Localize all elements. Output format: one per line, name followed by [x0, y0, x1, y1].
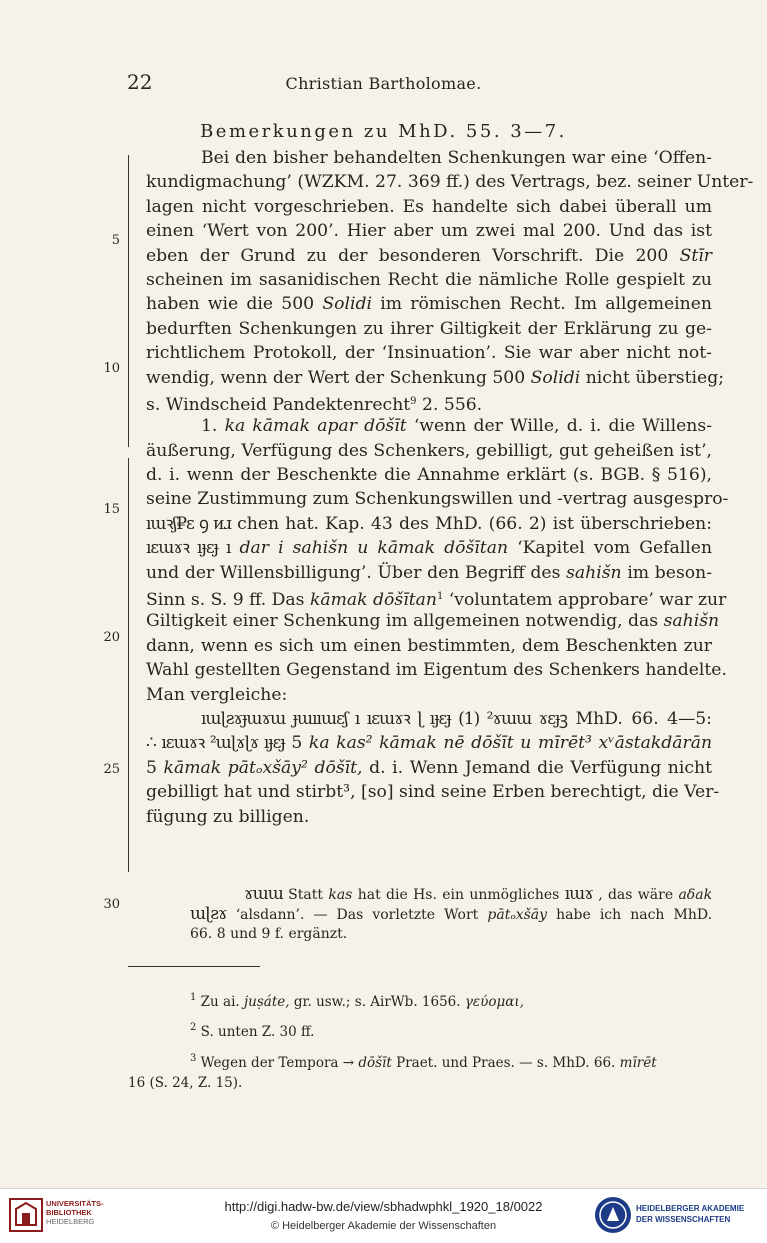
text-line: [146, 170, 754, 194]
margin-rule: [128, 155, 129, 447]
text-line: [190, 884, 712, 904]
footnote: [128, 1073, 712, 1097]
italic-term: kas: [328, 887, 353, 903]
text-run: gr.: [293, 994, 312, 1010]
footnote-ref: 1: [436, 591, 444, 603]
pahlavi-script: ıɛɯɤꝛ ıɟɛɟ ı: [146, 538, 231, 559]
pahlavi-script: ɤɯɯ: [244, 884, 283, 904]
text-run: lagen nicht vorgeschrieben. Es handelte sich dabei überall um: [146, 196, 712, 217]
text-run: 5: [291, 733, 303, 754]
footnote-number: 3: [190, 1052, 197, 1064]
text-run: im beson-: [627, 562, 713, 583]
italic-term: Solidi: [322, 294, 372, 315]
permalink-url[interactable]: http://digi.hadw-bw.de/view/sbhadwphkl_1920_18/0022: [224, 1199, 543, 1214]
text-run: haben wie die 500: [146, 294, 315, 315]
text-run: ‘wenn der Wille, d. i. die Willens-: [413, 416, 713, 437]
paragraph-1: [146, 146, 754, 415]
text-run: wendig, wenn der Wert der Schenkung 500: [146, 367, 526, 388]
text-run: Praet. und: [396, 1054, 468, 1071]
italic-term: ka kāmak apar dōšīt: [224, 416, 407, 437]
text-run: Praes. — s. MhD. 66.: [472, 1054, 616, 1071]
text-line: [146, 463, 712, 487]
text-run: s. Windscheid Pandektenrecht: [146, 394, 411, 415]
text-line: [146, 658, 727, 682]
text-line: [146, 731, 712, 755]
main-text: [146, 146, 754, 829]
text-run: eben der Grund zu der besonderen Vorschrift. Die 200: [146, 245, 669, 266]
text-run: Bei den bisher behandelten Schenkungen war eine ‘Offen-: [201, 148, 712, 168]
line-number: 10: [103, 361, 120, 376]
text-run: ‘voluntatem approbare’ war zur: [448, 590, 727, 611]
pahlavi-script: ıɯɤ: [564, 884, 593, 904]
text-run: 66. 8 und 9 f. ergänzt.: [190, 926, 348, 942]
text-run: fügung zu billigen.: [146, 806, 310, 827]
line-number: 20: [103, 630, 120, 645]
text-run: und der Willensbilligung’. Über den Begriff des: [146, 562, 561, 583]
footnote-ref: 9: [410, 395, 417, 407]
italic-term: pātₒxšāy: [487, 907, 548, 923]
text-line: [146, 366, 724, 390]
pahlavi-script: ∴ ıɛɯɤꝛ ²ɯɭɤɭɤ ıɟɛɟ: [146, 733, 285, 754]
footnote: [128, 1049, 712, 1073]
text-line: [146, 780, 720, 804]
text-run: 1.: [201, 416, 218, 437]
text-run: ‘alsdann’. — Das vorletzte Wort: [235, 907, 479, 923]
text-line: [146, 414, 712, 438]
text-run: chen hat. Kap. 43 des MhD. (66. 2) ist überschrieben:: [237, 513, 713, 534]
text-line: [146, 390, 712, 414]
text-run: usw.; s. AirWb. 1656.: [316, 994, 461, 1010]
academy-logo-text[interactable]: HEIDELBERGER AKADEMIE DER WISSENSCHAFTEN: [636, 1204, 745, 1224]
italic-term: juṣáte,: [244, 994, 290, 1010]
italic-term: Stīr: [679, 245, 712, 266]
text-run: im römischen Recht. Im allgemeinen: [380, 294, 712, 315]
text-line: [146, 683, 712, 707]
text-line: [146, 536, 712, 560]
running-title: Christian Bartholomae.: [285, 74, 482, 93]
text-run: kundigmachung’ (WZKM. 27. 369 ff.) des Vertrags, bez. seiner Unter-: [146, 172, 754, 193]
italic-term: dōšīt: [358, 1054, 392, 1071]
text-line: [190, 924, 712, 944]
footnote-number: 1: [190, 992, 197, 1003]
footnotes: [128, 988, 712, 1098]
text-run: richtlichem Protokoll, der ‘Insinuation’. Sie war aber nicht not-: [146, 343, 712, 364]
note-text: [190, 884, 712, 944]
line-number: 15: [103, 502, 120, 517]
text-line: [146, 268, 712, 292]
text-run: äußerung, Verfügung des Schenkers, gebilligt, gut geheißen ist’,: [146, 440, 712, 461]
text-line: [146, 341, 712, 365]
footnote-separator: [128, 966, 260, 967]
copyright-notice: © Heidelberger Akademie der Wissenschaften: [270, 1220, 497, 1232]
text-line: [146, 707, 712, 731]
quotation: [146, 707, 720, 829]
text-run: 5: [146, 757, 157, 778]
italic-term: γεύομαι,: [464, 994, 524, 1010]
text-line: [146, 585, 727, 611]
pahlavi-script: ıɯꝛʃ₽ɛ ꝯ ᴎɹ: [146, 513, 231, 534]
italic-term: dar i sahišn u kāmak dōšītan: [239, 538, 509, 559]
text-run: einen ‘Wert von 200’. Hier aber um zwei mal 200. Und das ist: [146, 221, 712, 242]
text-line: [146, 487, 729, 511]
text-line: [146, 512, 712, 536]
text-line: [190, 904, 712, 924]
line-number: 30: [103, 897, 120, 912]
text-run: 2. 556.: [422, 394, 483, 415]
text-run: S. unten Z. 30 ff.: [200, 1024, 315, 1041]
viewer-footer: [0, 1188, 767, 1243]
text-run: d. i. Wenn Jemand die Verfügung nicht: [369, 757, 712, 778]
italic-term: sahišn: [566, 562, 622, 583]
text-run: dann, wenn es sich um einen bestimmten, dem Beschenkten zur: [146, 635, 712, 656]
text-run: d. i. wenn der Beschenkte die Annahme erklärt (s. BGB. § 516),: [146, 465, 712, 486]
text-line: [146, 219, 712, 243]
text-line: [146, 634, 712, 658]
text-run: 16 (S. 24, Z. 15).: [128, 1075, 243, 1092]
italic-term: sahišn: [663, 611, 720, 632]
text-run: Wegen der Tempora →: [200, 1054, 355, 1071]
footnote: [128, 988, 712, 1012]
text-run: nicht überstieg;: [585, 367, 724, 388]
text-line: [146, 317, 712, 341]
pahlavi-script: ıɯɭƨɤɟɯɤɯ ɟɯııɯɛʃ ı ıɛɯɤꝛ ɭ ıɟɛɟ (1) ²ɤɯɯ ɤɛɟꝫ: [201, 708, 568, 729]
section-heading: Bemerkungen zu MhD. 55. 3—7.: [200, 121, 567, 142]
text-run: hat die Hs. ein unmögliches: [357, 887, 560, 903]
text-run: Wahl gestellten Gegenstand im Eigentum des Schenkers handelte.: [146, 660, 727, 681]
text-line: [146, 756, 712, 780]
text-line: [146, 439, 712, 463]
text-run: habe ich nach MhD.: [556, 907, 713, 923]
text-run: ‘Kapitel vom Gefallen: [517, 538, 713, 559]
text-run: Statt: [288, 887, 323, 903]
line-number: 5: [111, 233, 120, 248]
text-line: [146, 609, 720, 633]
text-run: Giltigkeit einer Schenkung im allgemeinen notwendig, das: [146, 611, 659, 632]
italic-term: kāmak dōšītan: [309, 590, 437, 611]
text-line: [146, 805, 712, 829]
text-run: Sinn s. S. 9 ff. Das: [146, 590, 305, 611]
text-run: seine Zustimmung zum Schenkungswillen und -vertrag ausgespro-: [146, 489, 729, 510]
footnote-number: 2: [190, 1022, 197, 1034]
text-run: bedurften Schenkungen zu ihrer Giltigkeit der Erklärung zu ge-: [146, 318, 712, 339]
margin-rule: [128, 458, 129, 872]
text-line: [146, 292, 712, 316]
text-run: Zu ai.: [200, 994, 240, 1010]
text-line: [146, 195, 712, 219]
text-run: scheinen im sasanidischen Recht die nämliche Rolle gespielt zu: [146, 269, 712, 290]
italic-term: aδak: [678, 887, 713, 903]
italic-term: Solidi: [530, 367, 581, 388]
text-line: [146, 146, 712, 170]
academy-seal-icon[interactable]: [594, 1195, 632, 1235]
university-library-logo-text[interactable]: UNIVERSITÄTS- BIBLIOTHEK HEIDELBERG: [46, 1199, 104, 1226]
footnote: [128, 1018, 712, 1042]
text-line: [146, 561, 712, 585]
italic-term: ka kas² kāmak nē dōšīt u mīrēt³ xᵛāstakdārān: [308, 733, 713, 754]
text-run: , das wäre: [598, 887, 674, 903]
pahlavi-script: ɯɭƨɤ: [190, 904, 227, 924]
italic-term: kāmak pātₒxšāy² dōšīt,: [163, 757, 363, 778]
page-number: 22: [127, 70, 153, 94]
text-run: gebilligt hat und stirbt³, [so] sind seine Erben berechtigt, die Ver-: [146, 782, 720, 803]
text-line: [146, 244, 712, 268]
italic-term: mīrēt: [619, 1054, 657, 1071]
text-run: MhD. 66. 4—5:: [575, 708, 712, 729]
line-number: 25: [103, 762, 120, 777]
text-run: Man vergleiche:: [146, 684, 288, 705]
paragraph-2: [146, 414, 729, 707]
